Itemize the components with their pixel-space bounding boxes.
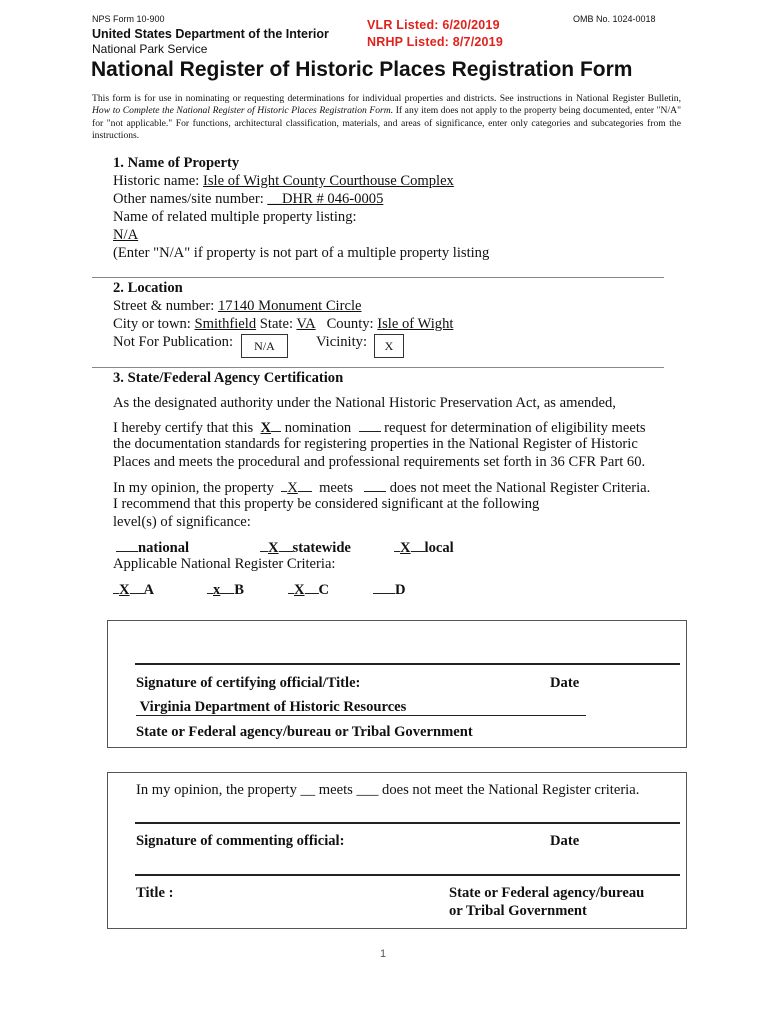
section-1-heading: 1. Name of Property — [113, 155, 240, 171]
certify-line-2: the documentation standards for registering properties in the National Register of Historic — [113, 436, 638, 452]
state-value: VA — [296, 316, 316, 332]
criteria-a: X A — [113, 580, 154, 599]
divider — [92, 367, 664, 368]
historic-name-value: Isle of Wight County Courthouse Complex — [202, 173, 454, 189]
intro-paragraph: This form is for use in nominating or requesting determinations for individual properties and districts. See instructions in National Register Bulletin, How to Complete the National Register of Historic Places Registration Form. If any item does not apply to the property being documented, enter "N/A" for "not applicable." For functions, architectural classification, materials, and areas of significance, enter only categories and subcategories from the instructions. — [92, 93, 681, 142]
vicinity-label: Vicinity: — [316, 334, 368, 350]
level-national: national — [116, 538, 189, 557]
street-value: 17140 Monument Circle — [217, 298, 362, 314]
city-row: City or town: Smithfield State: VA County: Isle of Wight — [113, 316, 454, 332]
page-number: 1 — [380, 948, 387, 960]
historic-name-row: Historic name: Isle of Wight County Courthouse Complex — [113, 173, 454, 189]
recommend-line-2: level(s) of significance: — [113, 514, 251, 530]
multiple-listing-note: (Enter "N/A" if property is not part of a multiple property listing — [113, 245, 490, 261]
agency-label: State or Federal agency/bureau or Tribal Government — [136, 724, 473, 740]
certify-mark: X — [260, 420, 272, 436]
criteria-c: X C — [288, 580, 329, 599]
department-name: United States Department of the Interior — [92, 27, 329, 41]
commenting-signature-label: Signature of commenting official: — [136, 833, 345, 849]
omb-number: OMB No. 1024-0018 — [573, 14, 656, 24]
form-number: NPS Form 10-900 — [92, 14, 165, 24]
opinion-mark: X — [287, 480, 298, 496]
opinion-line: In my opinion, the property X meets does not meet the National Register Criteria. — [113, 480, 651, 496]
commenting-opinion: In my opinion, the property __ meets ___ does not meet the National Register criteria. — [136, 782, 640, 798]
vicinity-field[interactable]: X — [374, 334, 404, 358]
commenting-date-label: Date — [550, 833, 580, 849]
authority-text: As the designated authority under the National Historic Preservation Act, as amended, — [113, 395, 616, 411]
criteria-d: D — [373, 580, 406, 599]
certify-line: I hereby certify that this X nomination request for determination of eligibility meets — [113, 420, 646, 436]
vlr-listed-stamp: VLR Listed: 6/20/2019 — [367, 18, 500, 32]
city-value: Smithfield — [194, 316, 257, 332]
level-local: X local — [394, 538, 454, 557]
street-row: Street & number: 17140 Monument Circle — [113, 298, 362, 314]
recommend-line-1: I recommend that this property be considered significant at the following — [113, 496, 540, 512]
criteria-label: Applicable National Register Criteria: — [113, 556, 336, 572]
level-statewide: X statewide — [260, 538, 351, 557]
divider — [92, 277, 664, 278]
commenting-title-label: Title : — [136, 885, 174, 901]
page-title: National Register of Historic Places Registration Form — [91, 58, 633, 81]
county-value: Isle of Wight — [377, 316, 454, 332]
certifying-signature-label: Signature of certifying official/Title: — [136, 675, 361, 691]
agency-value: Virginia Department of Historic Resources — [136, 699, 586, 716]
certifying-date-label: Date — [550, 675, 580, 691]
signature-line[interactable] — [135, 822, 680, 824]
certify-line-3: Places and meets the procedural and professional requirements set forth in 36 CFR Part 60. — [113, 454, 646, 470]
publication-field[interactable]: N/A — [241, 334, 288, 358]
section-2-heading: 2. Location — [113, 280, 183, 296]
signature-line[interactable] — [135, 663, 680, 665]
multiple-listing-label: Name of related multiple property listing: — [113, 209, 357, 225]
commenting-agency-label-1: State or Federal agency/bureau — [449, 885, 645, 901]
multiple-listing-value: N/A — [113, 227, 139, 243]
other-names-value: __DHR # 046-0005 — [267, 191, 384, 207]
other-names-row: Other names/site number: __DHR # 046-0005 — [113, 191, 384, 207]
commenting-agency-label-2: or Tribal Government — [449, 903, 587, 919]
criteria-b: x B — [207, 580, 244, 599]
publication-label: Not For Publication: — [113, 334, 233, 350]
nrhp-listed-stamp: NRHP Listed: 8/7/2019 — [367, 35, 503, 49]
title-line[interactable] — [135, 874, 680, 876]
section-3-heading: 3. State/Federal Agency Certification — [113, 370, 344, 386]
service-name: National Park Service — [92, 42, 208, 56]
